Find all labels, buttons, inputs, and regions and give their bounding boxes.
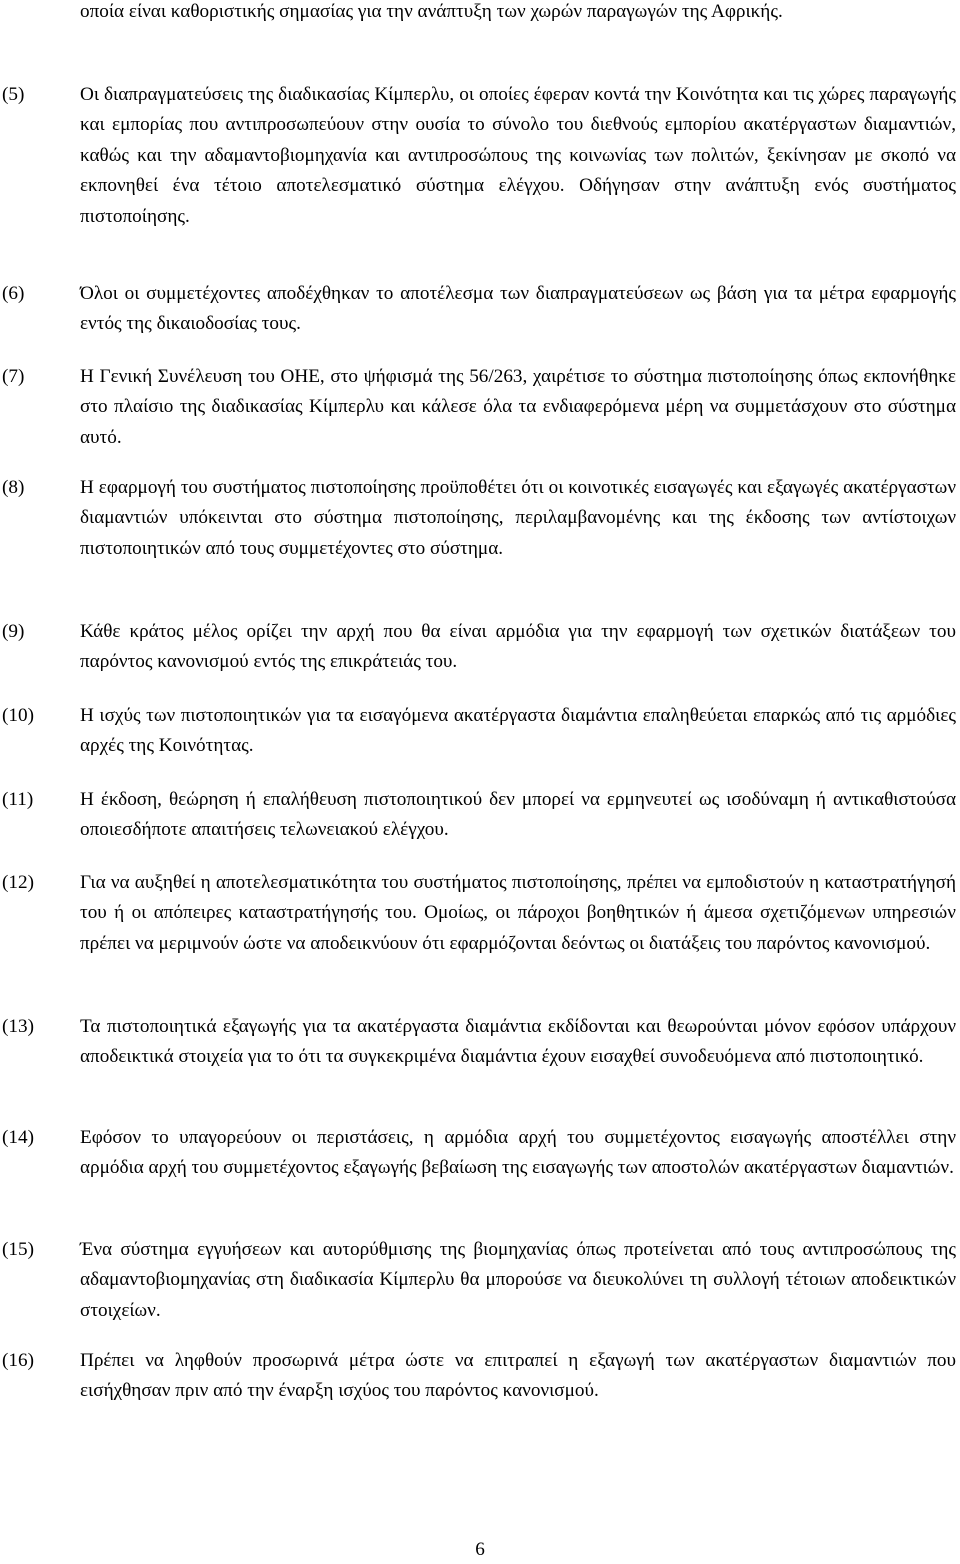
paragraph-text: Η Γενική Συνέλευση του ΟΗΕ, στο ψήφισμά της 56/263, χαιρέτισε το σύστημα πιστοποίησης όπως εκπονήθηκε στο πλαίσιο της διαδικασίας Κίμπερλυ και κάλεσε όλα τα ενδιαφερόμενα μέρη να συμμετάσχουν στο σύστημα αυτό. — [80, 366, 956, 448]
paragraph-number: (11) — [2, 789, 34, 810]
paragraph-text: Όλοι οι συμμετέχοντες αποδέχθηκαν το αποτέλεσμα των διαπραγματεύσεων ως βάση για τα μέτρα εφαρμογής εντός της δικαιοδοσίας τους. — [80, 283, 956, 335]
paragraph-text: Η εφαρμογή του συστήματος πιστοποίησης προϋποθέτει ότι οι κοινοτικές εισαγωγές και εξαγωγές ακατέργαστων διαμαντιών υπόκεινται στο σύστημα πιστοποίησης, περιλαμβανομένης και της έκδοσης των αντίστοιχων πιστοποιητικών από τους συμμετέχοντες στο σύστημα. — [80, 477, 956, 559]
paragraph-number: (12) — [2, 872, 34, 893]
paragraph-text: Για να αυξηθεί η αποτελεσματικότητα του συστήματος πιστοποίησης, πρέπει να εμποδιστούν η καταστρατήγησή του ή οι απόπειρες καταστρατήγησής του. Ομοίως, οι πάροχοι βοηθητικών ή άμεσα σχετιζόμενων υπηρεσιών πρέπει να μεριμνούν ώστε να αποδεικνύουν ότι εφαρμόζονται δεόντως οι διατάξεις του παρόντος κανονισμού. — [80, 872, 956, 954]
paragraph-text: Ένα σύστημα εγγυήσεων και αυτορύθμισης της βιομηχανίας όπως προτείνεται από τους αντιπροσώπους της αδαμαντοβιομηχανίας στη διαδικασία Κίμπερλυ θα μπορούσε να διευκολύνει τη συλλογή τέτοιων αποδεικτικών στοιχείων. — [80, 1239, 956, 1321]
paragraph-text: Πρέπει να ληφθούν προσωρινά μέτρα ώστε να επιτραπεί η εξαγωγή των ακατέργαστων διαμαντιών που εισήχθησαν πριν από την έναρξη ισχύος του παρόντος κανονισμού. — [80, 1350, 956, 1402]
paragraph-number: (13) — [2, 1016, 34, 1037]
paragraph-number: (14) — [2, 1127, 34, 1148]
paragraph-text: οποία είναι καθοριστικής σημασίας για την ανάπτυξη των χωρών παραγωγών της Αφρικής. — [80, 1, 783, 22]
paragraph-number: (8) — [2, 477, 25, 498]
paragraph-number: (16) — [2, 1350, 34, 1371]
paragraph-text: Η έκδοση, θεώρηση ή επαλήθευση πιστοποιητικού δεν μπορεί να ερμηνευτεί ως ισοδύναμη ή αντικαθιστούσα οποιεσδήποτε απαιτήσεις τελωνειακού ελέγχου. — [80, 789, 956, 841]
paragraph-number: (9) — [2, 621, 25, 642]
paragraph-text: Κάθε κράτος μέλος ορίζει την αρχή που θα είναι αρμόδια για την εφαρμογή των σχετικών διατάξεων του παρόντος κανονισμού εντός της επικράτειάς του. — [80, 621, 956, 673]
paragraph-number: (5) — [2, 84, 25, 105]
paragraph-number: (15) — [2, 1239, 34, 1260]
paragraph-text: Εφόσον το υπαγορεύουν οι περιστάσεις, η αρμόδια αρχή του συμμετέχοντος εισαγωγής αποστέλλει στην αρμόδια αρχή του συμμετέχοντος εξαγωγής βεβαίωση της εισαγωγής των αποστολών ακατέργαστων διαμαντιών. — [80, 1127, 956, 1179]
page-number: 6 — [475, 1539, 485, 1560]
paragraph-text: Η ισχύς των πιστοποιητικών για τα εισαγόμενα ακατέργαστα διαμάντια επαληθεύεται επαρκώς από τις αρμόδιες αρχές της Κοινότητας. — [80, 705, 956, 757]
paragraph-number: (10) — [2, 705, 34, 726]
paragraph-number: (6) — [2, 283, 25, 304]
paragraph-text: Οι διαπραγματεύσεις της διαδικασίας Κίμπερλυ, οι οποίες έφεραν κοντά την Κοινότητα και τις χώρες παραγωγής και εμπορίας που αντιπροσωπεύουν στην ουσία το σύνολο του διεθνούς εμπορίου ακατέργαστων διαμαντιών, καθώς και την αδαμαντοβιομηχανία και αντιπροσώπους της κοινωνίας των πολιτών, ξεκίνησαν με σκοπό να εκπονηθεί ένα τέτοιο αποτελεσματικό σύστημα ελέγχου. Οδήγησαν στην ανάπτυξη ενός συστήματος πιστοποίησης. — [80, 84, 956, 227]
paragraph-number: (7) — [2, 366, 25, 387]
paragraph-text: Τα πιστοποιητικά εξαγωγής για τα ακατέργαστα διαμάντια εκδίδονται και θεωρούνται μόνον εφόσον υπάρχουν αποδεικτικά στοιχεία για το ότι τα συγκεκριμένα διαμάντια έχουν εισαχθεί συνοδευόμενα από πιστοποιητικό. — [80, 1016, 956, 1068]
